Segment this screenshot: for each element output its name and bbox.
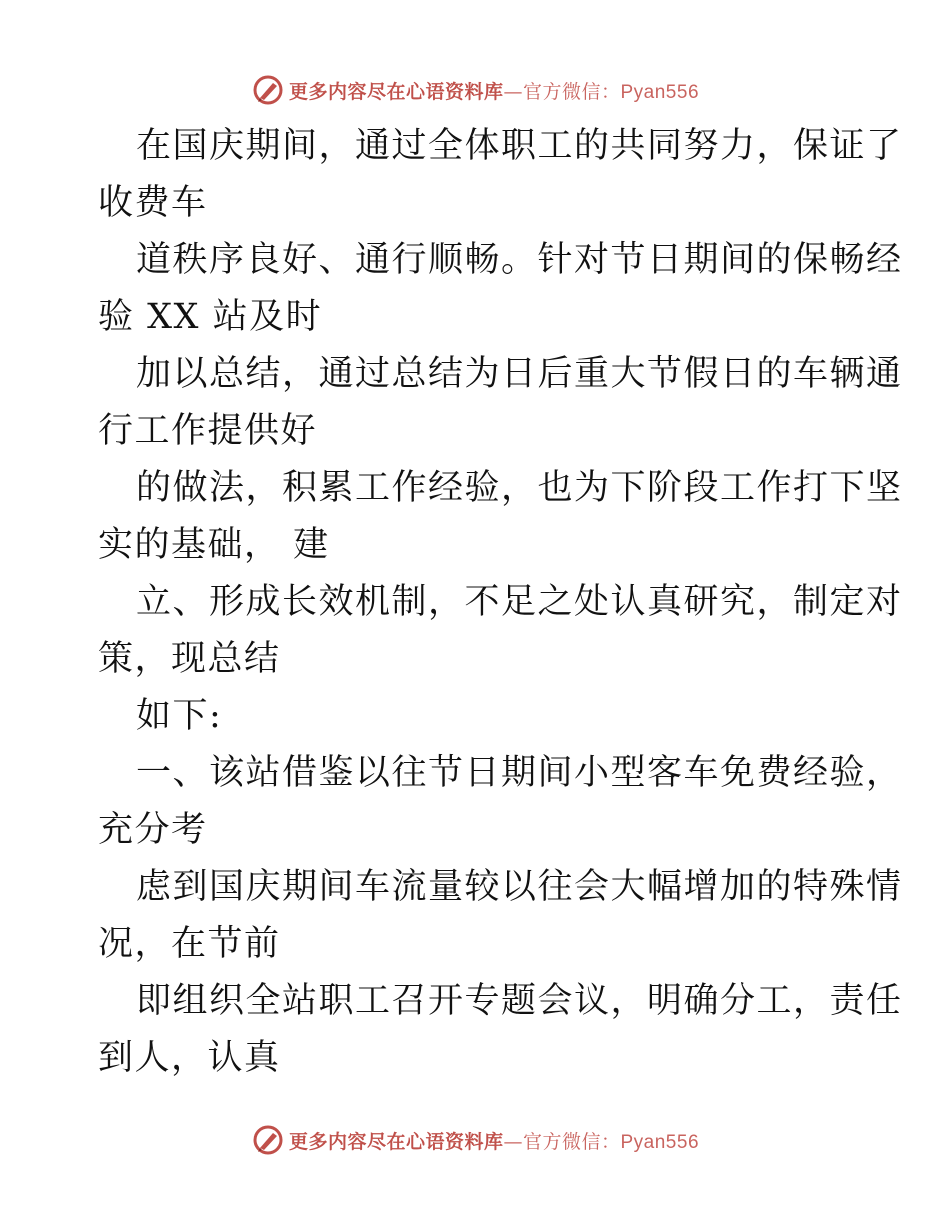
text-line: 验 XX 站及时 <box>98 297 323 337</box>
footer-watermark <box>0 1122 950 1158</box>
document-body <box>98 118 903 1087</box>
text-line: 一、该站借鉴以往节日期间小型客车免费经验， <box>136 753 903 793</box>
watermark-brand: 更多内容尽在心语资料库 <box>288 1130 504 1153</box>
text-line: 加以总结，通过总结为日后重大节假日的车辆通 <box>136 354 903 394</box>
text-line: 立、形成长效机制，不足之处认真研究，制定对 <box>136 582 903 622</box>
text-line: 行工作提供好 <box>98 411 318 451</box>
watermark-separator: — <box>503 80 523 103</box>
watermark-wechat-id: Pyan556 <box>620 1131 700 1153</box>
header-watermark <box>0 72 950 108</box>
pen-logo-icon <box>251 1123 285 1157</box>
text-line: 充分考 <box>98 810 208 850</box>
watermark-contact-label: 官方微信： <box>522 80 621 103</box>
text-line: 的做法，积累工作经验，也为下阶段工作打下坚 <box>136 468 903 508</box>
text-line: 在国庆期间，通过全体职工的共同努力，保证了 <box>136 126 903 166</box>
watermark-text <box>289 1127 699 1154</box>
text-line: 即组织全站职工召开专题会议，明确分工，责任 <box>136 981 903 1021</box>
watermark-brand: 更多内容尽在心语资料库 <box>288 80 504 103</box>
text-line: 况，在节前 <box>98 924 281 964</box>
text-line: 到人，认真 <box>98 1038 281 1078</box>
pen-logo-icon <box>251 73 285 107</box>
text-line: 道秩序良好、通行顺畅。针对节日期间的保畅经 <box>136 240 903 280</box>
watermark-wechat-id: Pyan556 <box>620 81 700 103</box>
watermark-text <box>289 77 699 104</box>
text-line: 虑到国庆期间车流量较以往会大幅增加的特殊情 <box>136 867 903 907</box>
watermark-contact-label: 官方微信： <box>522 1130 621 1153</box>
text-line: 策，现总结 <box>98 639 281 679</box>
watermark-separator: — <box>503 1130 523 1153</box>
text-line: 如下: <box>136 696 223 736</box>
text-line: 实的基础， 建 <box>98 525 330 565</box>
text-line: 收费车 <box>98 183 208 223</box>
